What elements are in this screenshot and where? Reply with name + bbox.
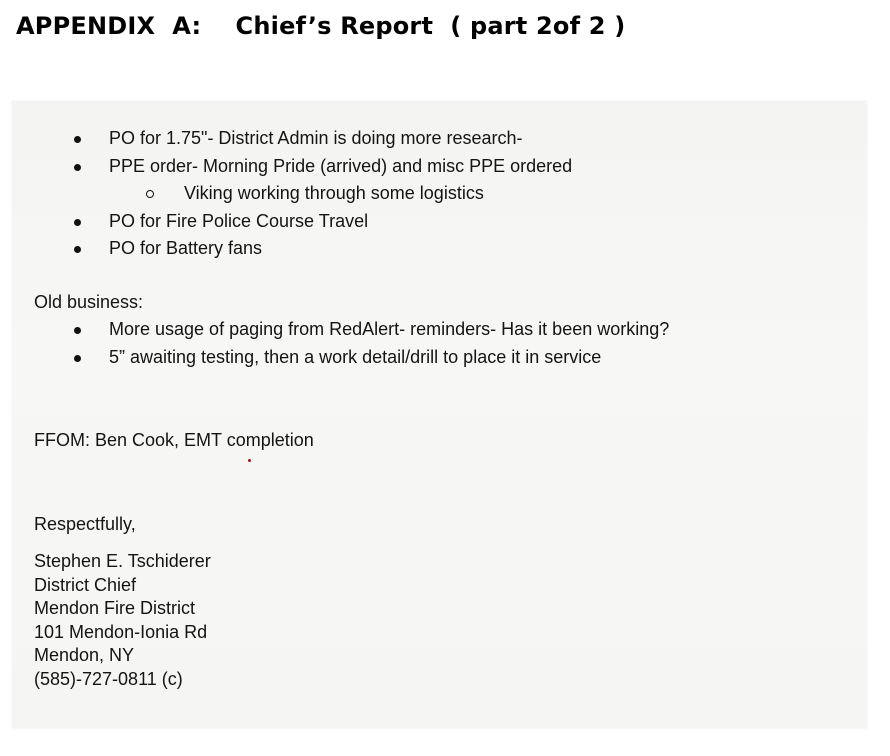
old-business-list <box>34 316 669 371</box>
signature-title: District Chief <box>34 574 137 595</box>
closing-line: Respectfully, <box>34 513 136 534</box>
list-item: PO for 1.75"- District Admin is doing more research- <box>34 125 669 153</box>
ink-speck <box>248 459 251 462</box>
signature-city: Mendon, NY <box>34 645 135 665</box>
page-title: APPENDIX A: Chief’s Report ( part 2of 2 ) <box>16 12 626 40</box>
list-item: More usage of paging from RedAlert- reminders- Has it been working? <box>34 316 669 344</box>
report-body <box>34 125 669 691</box>
new-business-list <box>34 125 669 263</box>
list-item: 5” awaiting testing, then a work detail/drill to place it in service <box>34 344 669 372</box>
signature-block <box>34 550 669 691</box>
list-item: PO for Fire Police Course Travel <box>34 208 669 236</box>
list-item: PO for Battery fans <box>34 235 669 263</box>
ffom-line: FFOM: Ben Cook, EMT completion <box>34 430 314 450</box>
scanned-document <box>12 101 867 728</box>
sub-list-item: Viking working through some logistics <box>34 180 669 208</box>
signature-organization: Mendon Fire District <box>34 598 196 618</box>
old-business-label: Old business: <box>34 291 144 312</box>
list-item: PPE order- Morning Pride (arrived) and misc PPE ordered <box>34 153 669 181</box>
signature-phone: (585)-727-0811 (c) <box>34 668 183 689</box>
signature-name: Stephen E. Tschiderer <box>34 551 211 571</box>
signature-street: 101 Mendon-Ionia Rd <box>34 621 208 642</box>
